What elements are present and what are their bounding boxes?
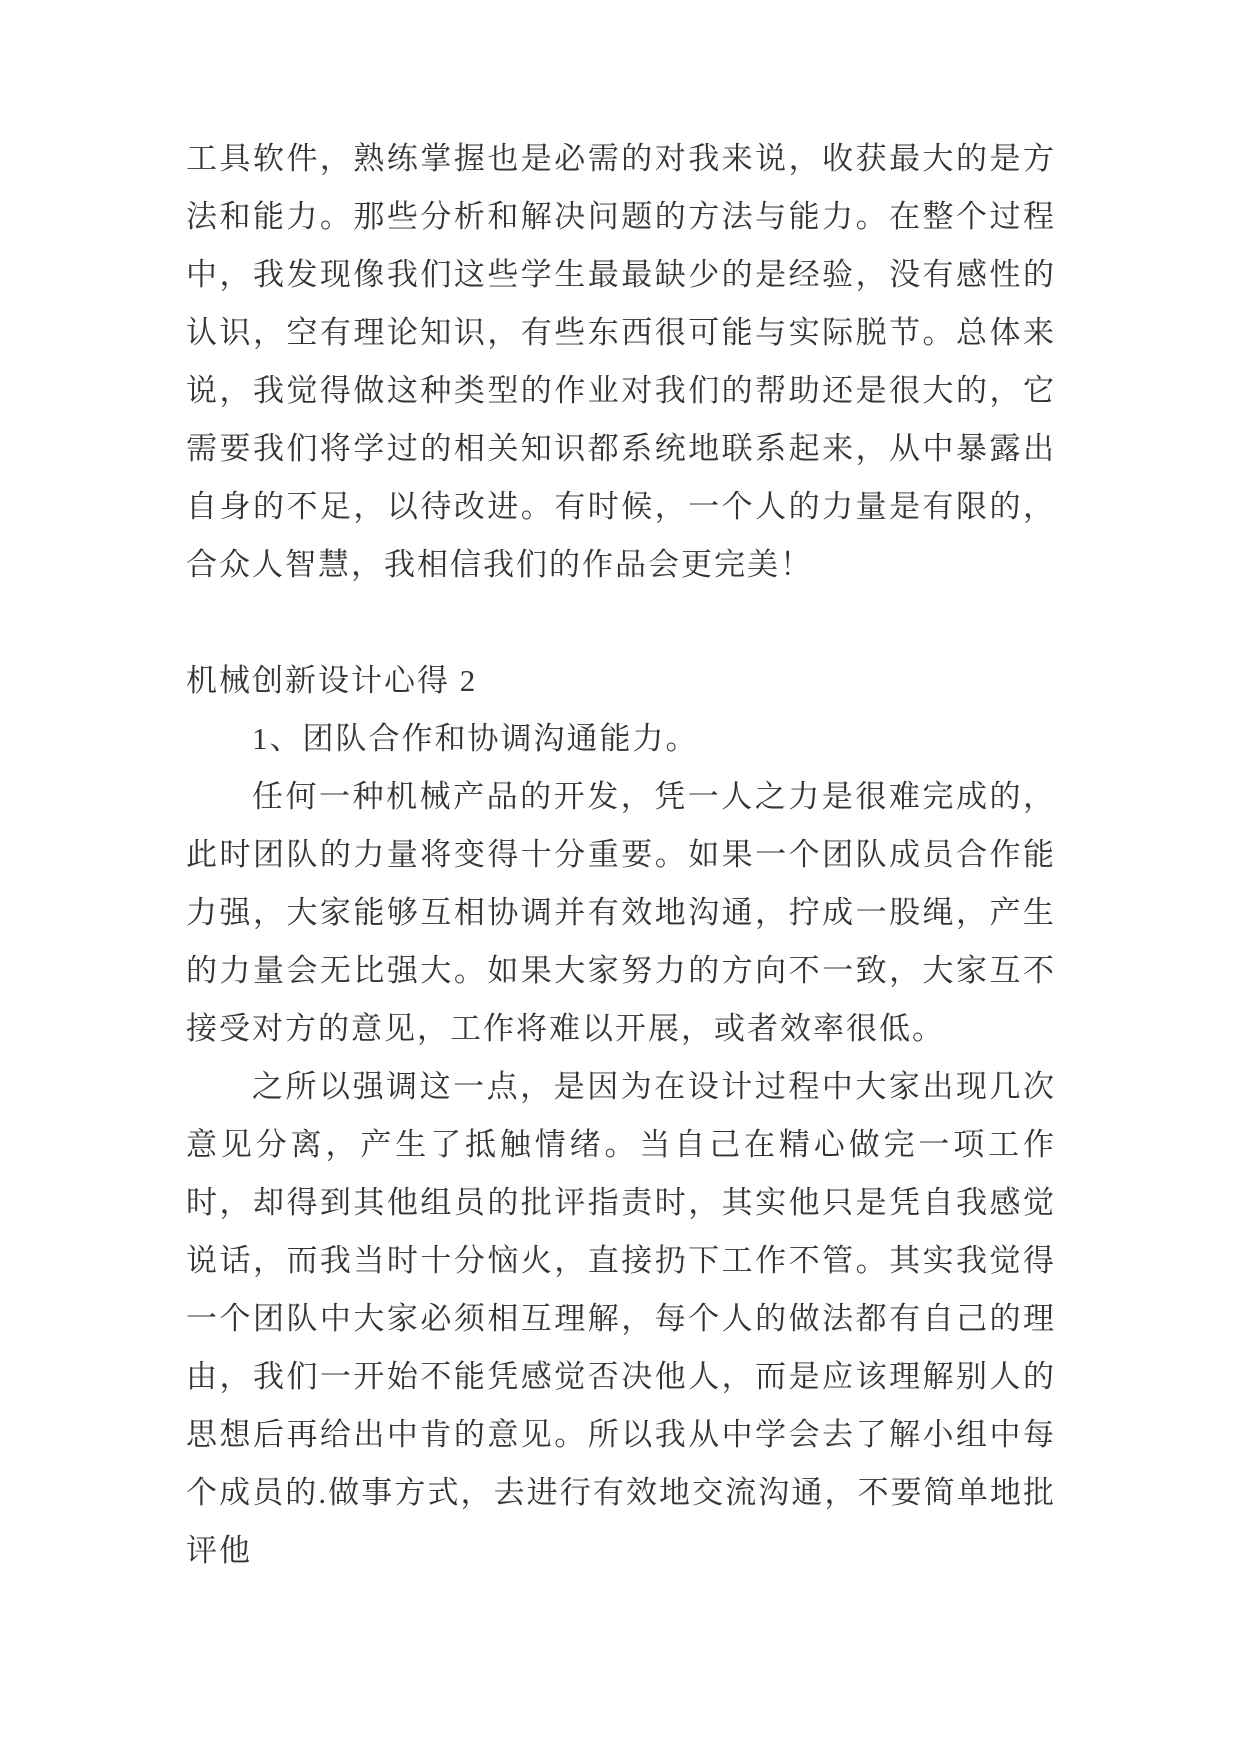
paragraph-teamwork-importance: 任何一种机械产品的开发，凭一人之力是很难完成的，此时团队的力量将变得十分重要。如果一个团队成员合作能力强，大家能够互相协调并有效地沟通，拧成一股绳，产生的力量会无比强大。如果大家努力的方向不一致，大家互不接受对方的意见，工作将难以开展，或者效率很低。	[186, 779, 1056, 1046]
document-text-block	[186, 130, 1056, 1580]
paragraph-teamwork-experience: 之所以强调这一点，是因为在设计过程中大家出现几次意见分离，产生了抵触情绪。当自己在精心做完一项工作时，却得到其他组员的批评指责时，其实他只是凭自我感觉说话，而我当时十分恼火，直接扔下工作不管。其实我觉得一个团队中大家必须相互理解，每个人的做法都有自己的理由，我们一开始不能凭感觉否决他人，而是应该理解别人的思想后再给出中肯的意见。所以我从中学会去了解小组中每个成员的.做事方式，去进行有效地交流沟通，不要简单地批评他	[186, 1069, 1056, 1568]
paragraph-point-title: 1、团队合作和协调沟通能力。	[252, 721, 699, 756]
paragraph-conclusion-continuation: 工具软件，熟练掌握也是必需的对我来说，收获最大的是方法和能力。那些分析和解决问题的方法与能力。在整个过程中，我发现像我们这些学生最最缺少的是经验，没有感性的认识，空有理论知识，有些东西很可能与实际脱节。总体来说，我觉得做这种类型的作业对我们的帮助还是很大的，它需要我们将学过的相关知识都系统地联系起来，从中暴露出自身的不足，以待改进。有时候，一个人的力量是有限的，合众人智慧，我相信我们的作品会更完美！	[186, 141, 1056, 582]
section-heading: 机械创新设计心得 2	[186, 663, 478, 698]
